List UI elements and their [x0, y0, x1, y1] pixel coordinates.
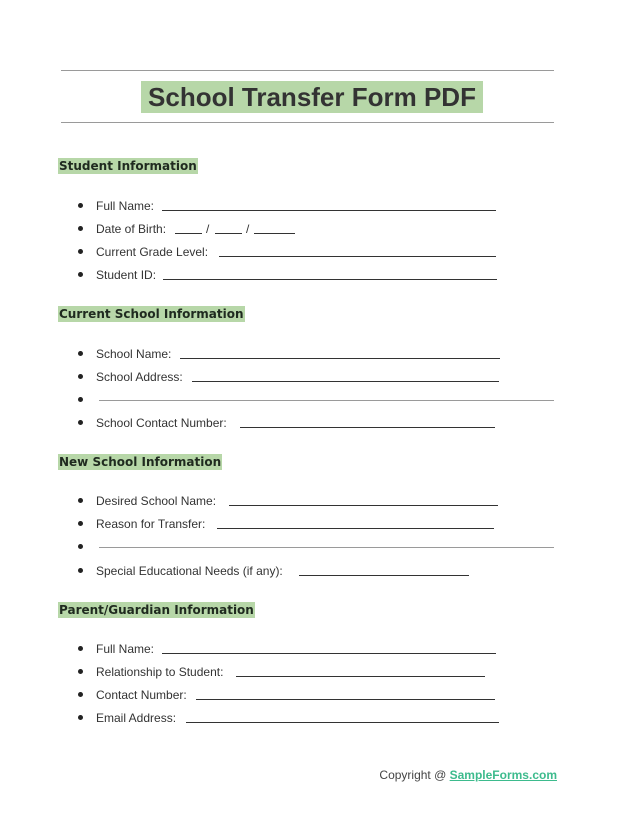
bullet: [78, 249, 83, 254]
field-label: Reason for Transfer:: [96, 517, 206, 531]
list-item-desired-school: [0, 492, 624, 510]
bullet: [78, 226, 83, 231]
bullet: [78, 521, 83, 526]
field-label: Current Grade Level:: [96, 245, 209, 259]
special-needs-field[interactable]: [299, 575, 469, 576]
bullet: [78, 203, 83, 208]
student-full-name-field[interactable]: [162, 210, 496, 211]
bullet: [78, 420, 83, 425]
bullet: [78, 646, 83, 651]
field-label: Date of Birth:: [96, 222, 167, 236]
list-item-school-address-continued: [0, 391, 624, 409]
field-label: Relationship to Student:: [96, 665, 224, 679]
list-item-special-needs: [0, 562, 624, 580]
sampleforms-link[interactable]: SampleForms.com: [449, 768, 557, 782]
student-id-field[interactable]: [163, 279, 497, 280]
dob-separator: /: [246, 222, 250, 236]
field-label: Full Name:: [96, 642, 155, 656]
field-label: Desired School Name:: [96, 494, 217, 508]
title-bottom-rule: [61, 122, 554, 123]
desired-school-name-field[interactable]: [229, 505, 498, 506]
field-label: Email Address:: [96, 711, 177, 725]
bullet: [78, 374, 83, 379]
bullet: [78, 715, 83, 720]
section-heading-current-school: Current School Information: [59, 307, 244, 321]
school-name-field[interactable]: [180, 358, 500, 359]
field-label: Full Name:: [96, 199, 155, 213]
bullet: [78, 351, 83, 356]
field-label: Student ID:: [96, 268, 157, 282]
copyright-text: Copyright @: [379, 768, 450, 782]
school-address-line-2-field[interactable]: [99, 400, 554, 401]
guardian-full-name-field[interactable]: [162, 653, 496, 654]
transfer-reason-field[interactable]: [217, 528, 494, 529]
copyright-footer: [379, 767, 557, 783]
list-item-transfer-reason-continued: [0, 538, 624, 556]
school-contact-number-field[interactable]: [240, 427, 495, 428]
bullet: [78, 498, 83, 503]
list-item-student-id: [0, 266, 624, 284]
section-heading-guardian: Parent/Guardian Information: [59, 603, 254, 617]
bullet: [78, 544, 83, 549]
list-item-guardian-email: [0, 709, 624, 727]
transfer-reason-line-2-field[interactable]: [99, 547, 554, 548]
page-title: School Transfer Form PDF: [141, 81, 483, 113]
bullet: [78, 397, 83, 402]
dob-separator: /: [206, 222, 210, 236]
guardian-contact-number-field[interactable]: [196, 699, 495, 700]
list-item-guardian-contact: [0, 686, 624, 704]
bullet: [78, 669, 83, 674]
field-label: School Name:: [96, 347, 172, 361]
dob-year-field[interactable]: [254, 233, 295, 234]
title-block: [0, 81, 624, 113]
relationship-field[interactable]: [236, 676, 485, 677]
section-heading-student: Student Information: [59, 159, 197, 173]
grade-level-field[interactable]: [219, 256, 496, 257]
list-item-school-name: [0, 345, 624, 363]
bullet: [78, 272, 83, 277]
field-label: Special Educational Needs (if any):: [96, 564, 283, 578]
list-item-student-grade: [0, 243, 624, 261]
list-item-transfer-reason: [0, 515, 624, 533]
list-item-student-full-name: [0, 197, 624, 215]
bullet: [78, 568, 83, 573]
bullet: [78, 692, 83, 697]
guardian-email-field[interactable]: [186, 722, 499, 723]
dob-day-field[interactable]: [215, 233, 242, 234]
section-heading-new-school: New School Information: [59, 455, 222, 469]
field-label: School Address:: [96, 370, 183, 384]
dob-month-field[interactable]: [175, 233, 202, 234]
field-label: Contact Number:: [96, 688, 187, 702]
list-item-school-contact: [0, 414, 624, 432]
field-label: School Contact Number:: [96, 416, 227, 430]
list-item-student-dob: [0, 220, 624, 238]
list-item-guardian-relationship: [0, 663, 624, 681]
school-address-field[interactable]: [192, 381, 499, 382]
list-item-school-address: [0, 368, 624, 386]
top-rule: [61, 70, 554, 71]
list-item-guardian-full-name: [0, 640, 624, 658]
